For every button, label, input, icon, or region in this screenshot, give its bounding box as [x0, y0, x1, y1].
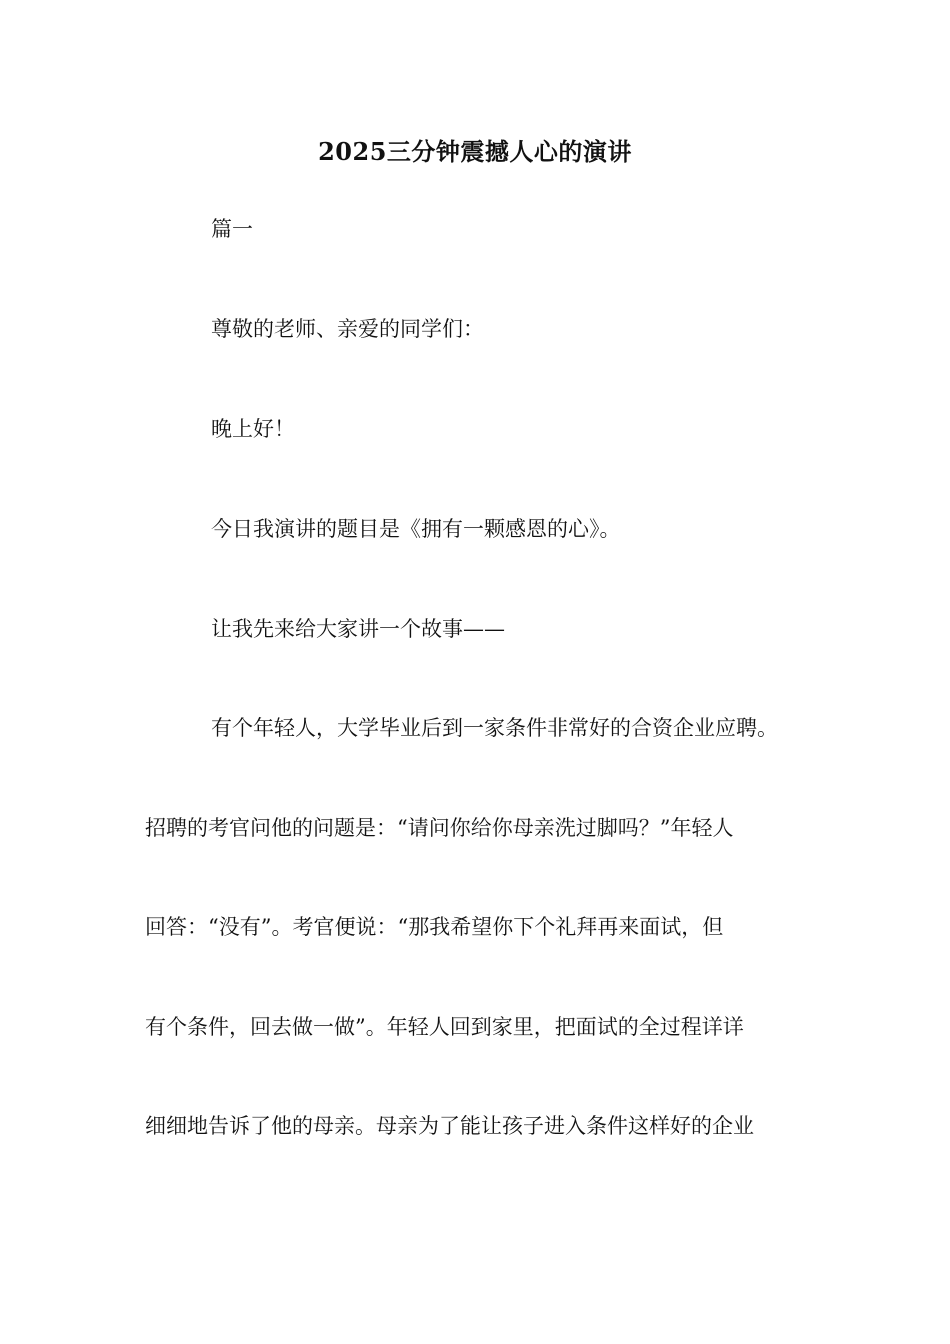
story-line-1: 有个年轻人，大学毕业后到一家条件非常好的合资企业应聘。 [211, 716, 778, 740]
greeting-paragraph: 尊敬的老师、亲爱的同学们： [211, 317, 484, 341]
story-line-2: 招聘的考官问他的问题是：“请问你给你母亲洗过脚吗？”年轻人 [145, 816, 734, 840]
story-line-4: 有个条件，回去做一做”。年轻人回到家里，把面试的全过程详详 [145, 1015, 744, 1039]
document-title: 2025三分钟震撼人心的演讲 [318, 137, 632, 166]
story-intro-paragraph: 让我先来给大家讲一个故事—— [211, 617, 505, 641]
salutation-paragraph: 晚上好！ [211, 417, 295, 441]
story-line-3: 回答：“没有”。考官便说：“那我希望你下个礼拜再来面试，但 [145, 915, 724, 939]
section-label: 篇一 [211, 217, 253, 241]
topic-paragraph: 今日我演讲的题目是《拥有一颗感恩的心》。 [211, 517, 621, 541]
story-line-5: 细细地告诉了他的母亲。母亲为了能让孩子进入条件这样好的企业 [145, 1114, 754, 1138]
